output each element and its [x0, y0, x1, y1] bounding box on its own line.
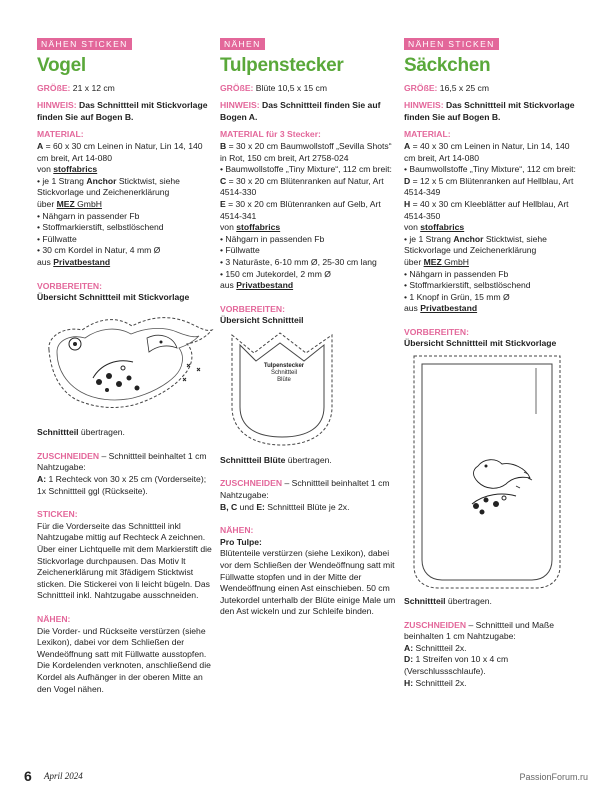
brand-name: stoffabrics: [53, 164, 98, 175]
prepare-subtitle: Übersicht Schnittteil mit Stickvorlage: [404, 338, 557, 349]
cutting-text: 1 Streifen von 10 x 4 cm (Verschlussschlaufe).: [404, 654, 509, 677]
brand-name: stoffabrics: [420, 222, 465, 233]
prepare-label: VORBEREITEN:: [220, 303, 285, 314]
material-item: • Nähgarn in passenden Fb: [404, 268, 509, 279]
prepare-subtitle: Übersicht Schnittteil mit Stickvorlage: [37, 292, 190, 303]
material-text: = 30 x 20 cm Blütenranken auf Gelb, Art 4514-341: [220, 198, 381, 221]
material-item: • 150 cm Jutekordel, 2 mm Ø: [220, 268, 331, 279]
material-text: GmbH: [74, 198, 102, 209]
cut-piece-label: Schnittteil: [37, 427, 79, 438]
column-tulpe: [220, 38, 398, 624]
material-item: • Stoffmarkierstift, selbstlöschend: [37, 222, 164, 233]
cut-piece-text: übertragen.: [78, 427, 125, 438]
size-value: 16,5 x 25 cm: [437, 82, 490, 93]
material-key: A: [37, 140, 44, 151]
column-saeckchen: [404, 38, 582, 689]
cutting-key: B, C: [220, 501, 238, 512]
sew-label: NÄHEN:: [37, 614, 71, 624]
cutting-key: A:: [404, 642, 414, 653]
cutting-key: A:: [37, 474, 47, 485]
material-item: • Stoffmarkierstift, selbstlöschend: [404, 280, 531, 291]
material-text: aus: [404, 303, 421, 314]
material-key: A: [404, 140, 411, 151]
sew-text: Die Vorder- und Rückseite verstürzen (siehe Lexikon), dabei vor dem Schließen der Wendeöffnung satt mit Füllwatte ausstopfen. Die Kordelenden verknoten, anschließend die Kordel als Aufhänger in der oberen Mitte an den Vogel nähen.: [37, 625, 211, 694]
material-text: = 40 x 30 cm Kleeblätter auf Hellblau, Art 4514-350: [404, 198, 569, 221]
material-key: E: [220, 198, 226, 209]
size-value: Blüte 10,5 x 15 cm: [253, 82, 327, 93]
material-text: Sticktwist, siehe Stickvorlage und Zeichenerklärung: [37, 175, 180, 198]
material-key: C: [220, 175, 227, 186]
material-text: von: [220, 222, 237, 233]
cut-piece-text: übertragen.: [445, 596, 492, 607]
cutting-text: – Schnittteil beinhaltet 1 cm Nahtzugabe:: [220, 478, 390, 501]
material-item: • Füllwatte: [220, 245, 260, 256]
material-text: = 30 x 20 cm Blütenranken auf Natur, Art 4514-330: [220, 175, 384, 198]
bird-pattern-illustration: [37, 308, 215, 418]
bag-pattern-figure: [404, 354, 582, 590]
cutting-text: – Schnittteil und Maße beinhalten 1 cm Nahtzugabe:: [404, 619, 554, 642]
prepare-label: VORBEREITEN:: [404, 326, 469, 337]
project-title: Tulpenstecker: [220, 54, 344, 76]
brand-name: Privatbestand: [236, 280, 294, 291]
column-vogel: [37, 38, 215, 701]
category-tag: NÄHEN STICKEN: [37, 38, 132, 50]
material-text: • je 1 Strang: [37, 175, 87, 186]
size-value: 21 x 12 cm: [70, 82, 115, 93]
sew-subtitle: Pro Tulpe:: [220, 536, 262, 547]
sew-label: NÄHEN:: [220, 525, 254, 536]
pattern-subtitle: Schnittteil: [270, 369, 297, 376]
pattern-subtitle: Blüte: [277, 376, 291, 383]
material-label: MATERIAL:: [404, 129, 451, 140]
cutting-text: Schnittteil 2x.: [413, 642, 467, 653]
hint-text: Das Schnittteil finden Sie auf Bogen A.: [220, 100, 381, 122]
project-title: Säckchen: [404, 54, 491, 76]
cutting-key: H:: [404, 677, 414, 688]
brand-name: MEZ: [423, 256, 442, 267]
prepare-subtitle: Übersicht Schnittteil: [220, 315, 304, 326]
cut-piece-label: Schnittteil: [404, 596, 446, 607]
cut-piece-label: Schnittteil Blüte: [220, 454, 286, 465]
material-text: aus: [37, 256, 54, 267]
brand-name: Anchor: [86, 175, 117, 186]
page-number: 6: [24, 768, 32, 784]
material-text: • je 1 Strang: [404, 233, 454, 244]
cutting-text: Schnittteil Blüte je 2x.: [264, 501, 350, 512]
cutting-label: ZUSCHNEIDEN: [37, 450, 100, 461]
material-item: • Baumwollstoffe „Tiny Mixture“, 112 cm breit:: [404, 164, 576, 175]
size-label: GRÖßE:: [37, 82, 71, 93]
material-text: = 12 x 5 cm Blütenranken auf Hellblau, Art 4514-349: [404, 175, 574, 198]
sew-text: Blütenteile verstürzen (siehe Lexikon), dabei vor dem Schließen der Wendeöffnung satt mit Füllwatte stopfen und in der Mitte der Wendeöffnung einen Ast einschieben. 50 cm Jutekordel unterhalb der Blüte einige Male um den Ast wickeln und zur Schleife binden.: [220, 548, 396, 617]
material-text: über: [404, 256, 424, 267]
watermark: PassionForum.ru: [519, 772, 588, 782]
material-text: über: [37, 198, 57, 209]
material-item: • 1 Knopf in Grün, 15 mm Ø: [404, 291, 510, 302]
cutting-text: Schnittteil 2x.: [413, 677, 467, 688]
hint-label: HINWEIS:: [37, 100, 77, 111]
material-item: • Füllwatte: [37, 233, 77, 244]
material-key: B: [220, 140, 227, 151]
material-text: = 30 x 20 cm Baumwollstoff „Sevilla Shots“ in Rot, 150 cm breit, Art 2758-024: [220, 140, 392, 163]
embroider-text: Für die Vorderseite das Schnittteil inkl Nahtzugabe mittig auf Rechteck A zeichnen. Über einer Lichtquelle mit dem Markierstift die Stickvorlage durchpausen. Das Motiv lt Zeichenerklärung mit 3fädigem Sticktwist sticken. Die Stickerei von li leicht bügeln. Das Schnittteil inkl. Nahtzugabe ausschneiden.: [37, 520, 212, 601]
cutting-text: und: [237, 501, 257, 512]
material-text: Sticktwist, siehe Stickvorlage und Zeichenerklärung: [404, 233, 547, 256]
category-tag: NÄHEN STICKEN: [404, 38, 499, 50]
cutting-text: 1 Rechteck von 30 x 25 cm (Vorderseite); 1x Schnittteil ggl (Rückseite).: [37, 474, 207, 496]
category-tag: NÄHEN: [220, 38, 265, 50]
brand-name: stoffabrics: [236, 222, 281, 233]
size-label: GRÖßE:: [220, 82, 254, 93]
hint-label: HINWEIS:: [404, 100, 444, 111]
material-item: • Nähgarn in passender Fb: [37, 210, 140, 221]
cutting-text: – Schnittteil beinhaltet 1 cm Nahtzugabe:: [37, 450, 207, 473]
embroider-label: STICKEN:: [37, 509, 78, 520]
cutting-key: E:: [256, 501, 265, 512]
brand-name: MEZ: [56, 198, 75, 209]
material-text: von: [37, 164, 54, 175]
prepare-label: VORBEREITEN:: [37, 280, 102, 291]
material-item: • 3 Naturäste, 6-10 mm Ø, 25-30 cm lang: [220, 256, 377, 267]
hint-text: Das Schnittteil mit Stickvorlage finden Sie auf Bogen B.: [37, 100, 208, 122]
bird-pattern-figure: [37, 308, 215, 422]
cut-piece-text: übertragen.: [285, 454, 332, 465]
tulip-pattern-illustration: [228, 331, 338, 449]
pattern-title: Tulpenstecker: [263, 362, 305, 369]
cutting-key: D:: [404, 654, 414, 665]
brand-name: Anchor: [453, 233, 484, 244]
brand-name: Privatbestand: [53, 256, 111, 267]
cutting-label: ZUSCHNEIDEN: [404, 619, 467, 630]
material-key: D: [404, 175, 411, 186]
material-label: MATERIAL:: [37, 129, 84, 140]
material-item: • Nähgarn in passenden Fb: [220, 233, 325, 244]
project-title: Vogel: [37, 54, 86, 76]
material-item: • 30 cm Kordel in Natur, 4 mm Ø: [37, 245, 161, 256]
tulip-pattern-figure: [220, 331, 398, 449]
size-label: GRÖßE:: [404, 82, 438, 93]
material-text: = 40 x 30 cm Leinen in Natur, Lin 14, 140 cm breit, Art 14-080: [404, 140, 570, 163]
material-text: von: [404, 222, 421, 233]
brand-name: Privatbestand: [420, 303, 478, 314]
material-label: MATERIAL für 3 Stecker:: [220, 129, 321, 140]
issue-date: April 2024: [44, 771, 83, 781]
material-key: H: [404, 198, 411, 209]
cutting-label: ZUSCHNEIDEN: [220, 478, 283, 489]
bag-pattern-illustration: [412, 354, 562, 590]
hint-label: HINWEIS:: [220, 100, 260, 111]
material-text: aus: [220, 280, 237, 291]
material-text: = 60 x 30 cm Leinen in Natur, Lin 14, 140 cm breit, Art 14-080: [37, 140, 203, 163]
hint-text: Das Schnittteil mit Stickvorlage finden Sie auf Bogen B.: [404, 100, 575, 122]
material-text: GmbH: [441, 256, 469, 267]
material-item: • Baumwollstoffe „Tiny Mixture“, 112 cm breit:: [220, 164, 392, 175]
